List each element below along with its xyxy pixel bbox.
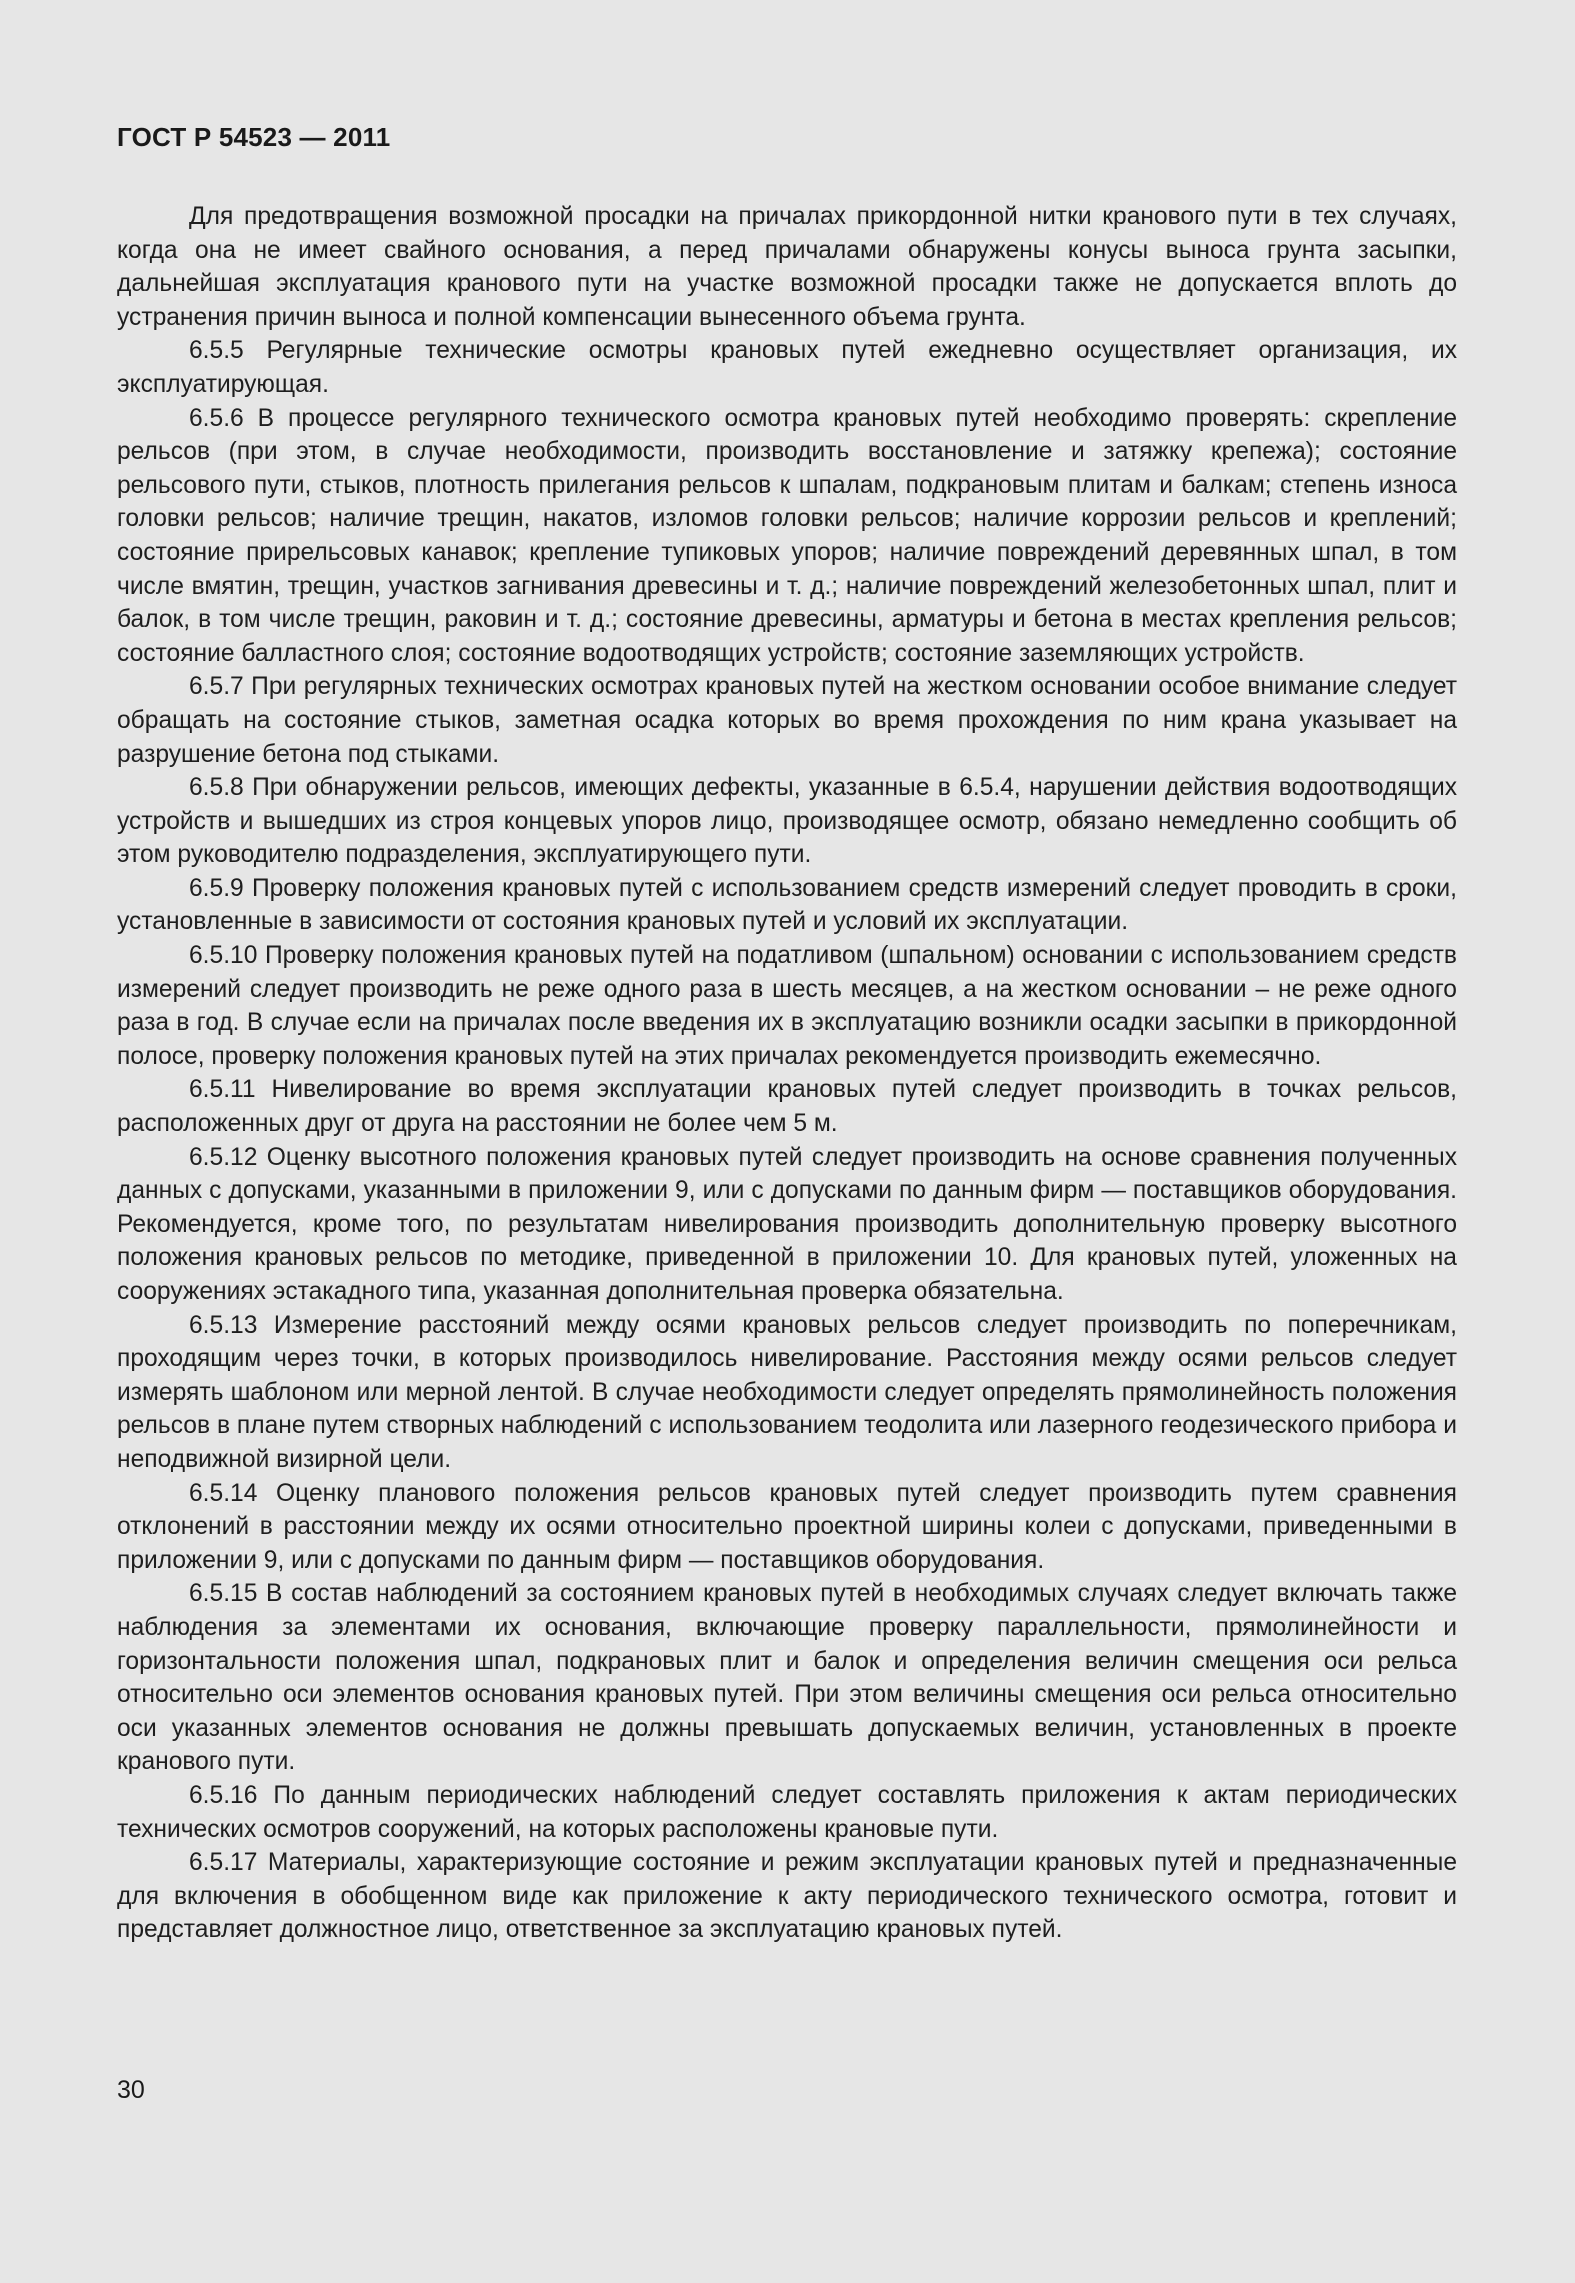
paragraph: 6.5.9 Проверку положения крановых путей с использованием средств измерений следует проводить в сроки, установленные в зависимости от состояния крановых путей и условий их эксплуатации. bbox=[117, 874, 1457, 936]
paragraph: 6.5.10 Проверку положения крановых путей на податливом (шпальном) основании с использованием средств измерений следует производить не реже одного раза в шесть месяцев, а на жестком основании – не реже одного раза в год. В случае если на причалах после введения их в эксплуатацию возникли осадки засыпки в прикордонной полосе, проверку положения крановых путей на этих причалах рекомендуется производить ежемесячно. bbox=[117, 942, 1457, 1070]
paragraph: Для предотвращения возможной просадки на причалах прикордонной нитки кранового пути в тех случаях, когда она не имеет свайного основания, а перед причалами обнаружены конусы выноса грунта засыпки, дальнейшая эксплуатация кранового пути на участке возможной просадки также не допускается вплоть до устранения причин выноса и полной компенсации вынесенного объема грунта. bbox=[117, 203, 1457, 331]
paragraph: 6.5.16 По данным периодических наблюдений следует составлять приложения к актам периодических технических осмотров сооружений, на которых расположены крановые пути. bbox=[117, 1781, 1457, 1843]
paragraph: 6.5.13 Измерение расстояний между осями крановых рельсов следует производить по поперечникам, проходящим через точки, в которых производилось нивелирование. Расстояния между осями рельсов следует измерять шаблоном или мерной лентой. В случае необходимости следует определять прямолинейность положения рельсов в плане путем створных наблюдений с использованием теодолита или лазерного геодезического прибора и неподвижной визирной цели. bbox=[117, 1311, 1457, 1473]
page-number: 30 bbox=[117, 2076, 145, 2104]
paragraph: 6.5.5 Регулярные технические осмотры крановых путей ежедневно осуществляет организация, их эксплуатирующая. bbox=[117, 337, 1457, 398]
paragraph: 6.5.17 Материалы, характеризующие состояние и режим эксплуатации крановых путей и предназначенные для включения в обобщенном виде как приложение к акту периодического технического осмотра, готовит и представляет должностное лицо, ответственное за эксплуатацию крановых путей. bbox=[117, 1849, 1457, 1944]
paragraph: 6.5.15 В состав наблюдений за состоянием крановых путей в необходимых случаях следует включать также наблюдения за элементами их основания, включающие проверку параллельности, прямолинейности и горизонтальности положения шпал, подкрановых плит и балок и определения величин смещения оси рельса относительно оси элементов основания крановых путей. При этом величины смещения оси рельса относительно оси указанных элементов основания не должны превышать допускаемых величин, установленных в проекте кранового пути. bbox=[117, 1580, 1457, 1776]
paragraph: 6.5.12 Оценку высотного положения крановых путей следует производить на основе сравнения полученных данных с допусками, указанными в приложении 9, или с допусками по данным фирм — поставщиков оборудования. Рекомендуется, кроме того, по результатам нивелирования производить дополнительную проверку высотного положения крановых рельсов по методике, приведенной в приложении 10. Для крановых путей, уложенных на сооружениях эстакадного типа, указанная дополнительная проверка обязательна. bbox=[117, 1143, 1457, 1305]
document-body bbox=[117, 200, 1457, 1947]
document-header-title: ГОСТ Р 54523 — 2011 bbox=[117, 122, 391, 152]
paragraph: 6.5.7 При регулярных технических осмотрах крановых путей на жестком основании особое внимание следует обращать на состояние стыков, заметная осадка которых во время прохождения по ним крана указывает на разрушение бетона под стыками. bbox=[117, 673, 1457, 768]
paragraph: 6.5.14 Оценку планового положения рельсов крановых путей следует производить путем сравнения отклонений в расстоянии между их осями относительно проектной ширины колеи с допусками, приведенными в приложении 9, или с допусками по данным фирм — поставщиков оборудования. bbox=[117, 1479, 1457, 1574]
paragraph: 6.5.8 При обнаружении рельсов, имеющих дефекты, указанные в 6.5.4, нарушении действия водоотводящих устройств и вышедших из строя концевых упоров лицо, производящее осмотр, обязано немедленно сообщить об этом руководителю подразделения, эксплуатирующего пути. bbox=[117, 774, 1457, 869]
paragraph: 6.5.11 Нивелирование во время эксплуатации крановых путей следует производить в точках рельсов, расположенных друг от друга на расстоянии не более чем 5 м. bbox=[117, 1076, 1457, 1138]
paragraph: 6.5.6 В процессе регулярного технического осмотра крановых путей необходимо проверять: скрепление рельсов (при этом, в случае необходимости, производить восстановление и затяжку крепежа); состояние рельсового пути, стыков, плотность прилегания рельсов к шпалам, подкрановым плитам и балкам; степень износа головки рельсов; наличие трещин, накатов, изломов головки рельсов; наличие коррозии рельсов и креплений; состояние прирельсовых канавок; крепление тупиковых упоров; наличие повреждений деревянных шпал, в том числе вмятин, трещин, участков загнивания древесины и т. д.; наличие повреждений железобетонных шпал, плит и балок, в том числе трещин, раковин и т. д.; состояние древесины, арматуры и бетона в местах крепления рельсов; состояние балластного слоя; состояние водоотводящих устройств; состояние заземляющих устройств. bbox=[117, 404, 1457, 667]
